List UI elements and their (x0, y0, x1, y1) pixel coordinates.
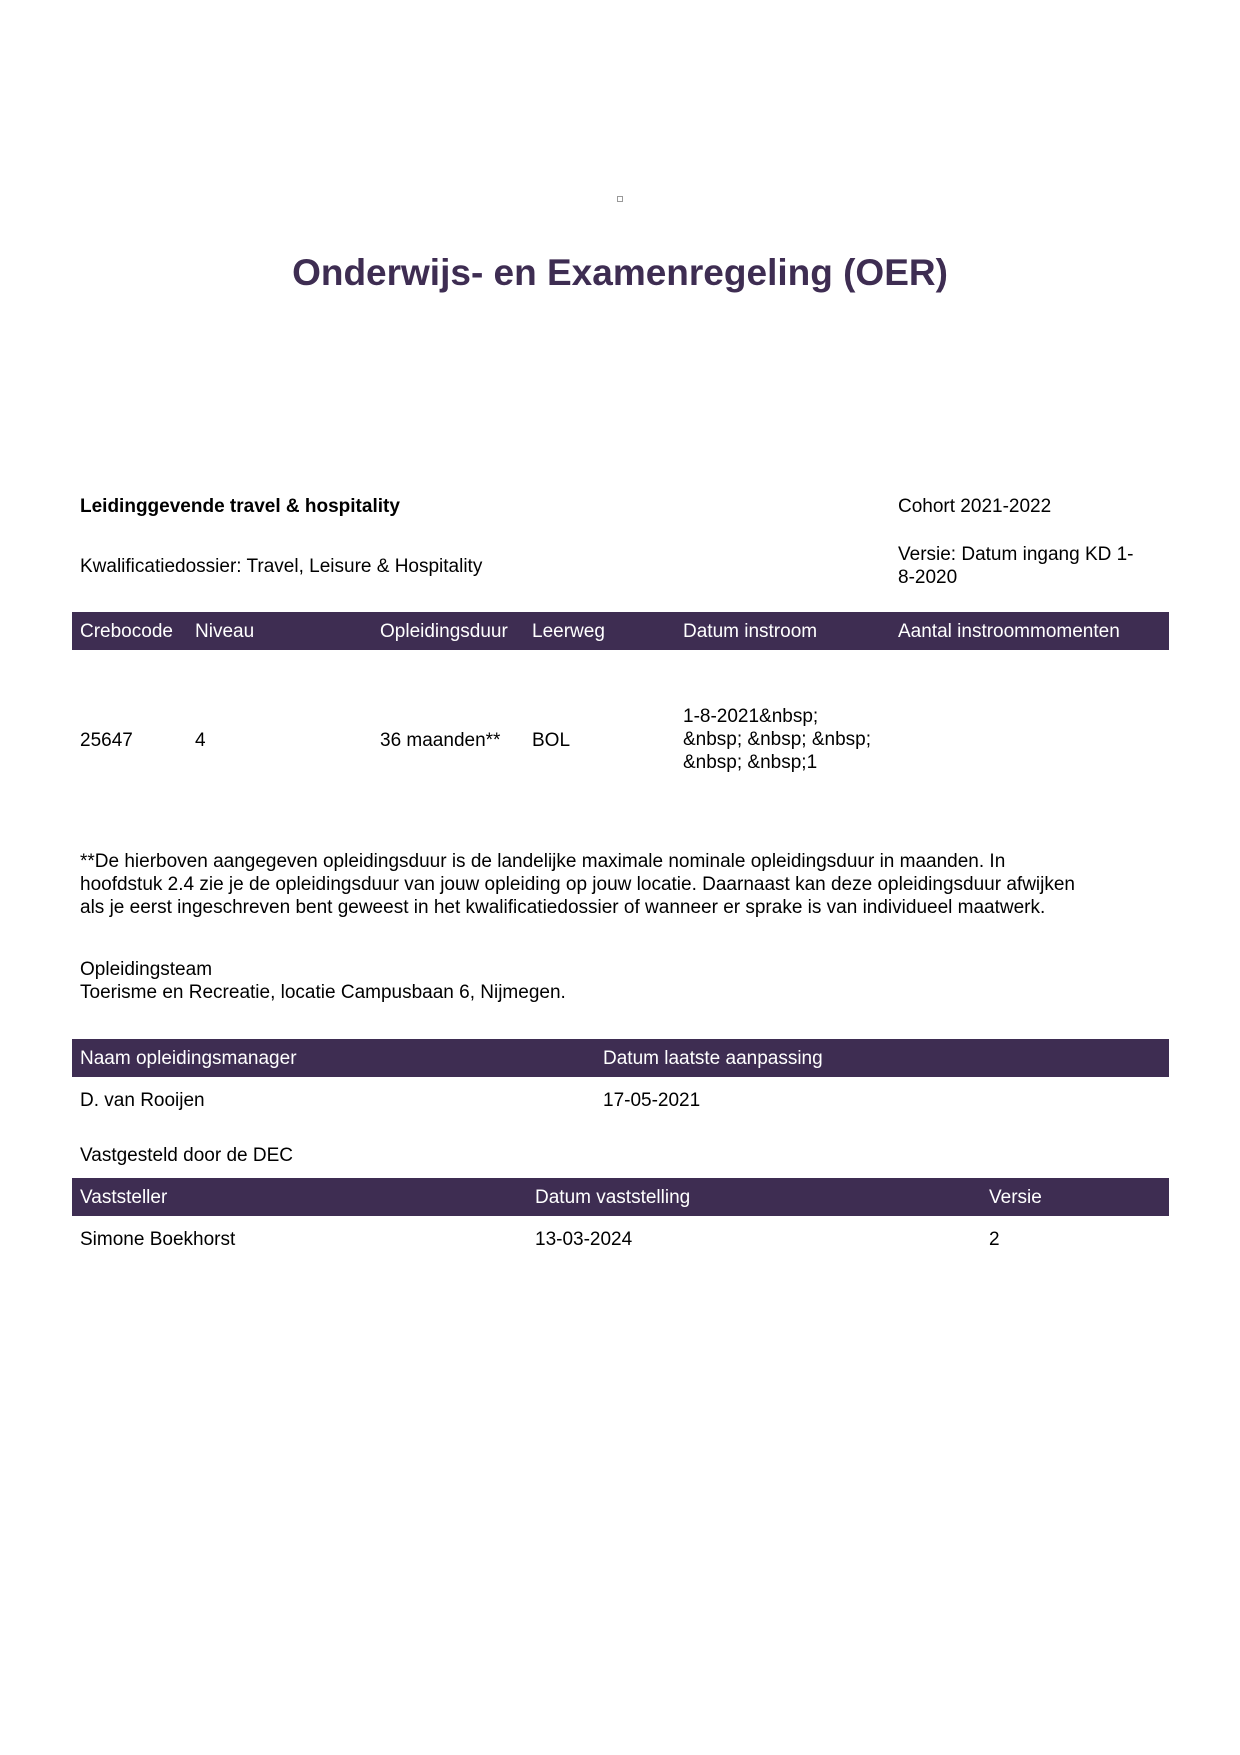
header-manager: Naam opleidingsmanager (80, 1048, 297, 1069)
leerweg-value: BOL (532, 730, 571, 751)
team-label: Opleidingsteam (80, 959, 213, 980)
footnote-line: **De hierboven aangegeven opleidingsduur is de landelijke maximale nominale opleidingsduur in maanden. In (80, 851, 1006, 872)
header-versie: Versie (989, 1187, 1042, 1208)
header-niveau: Niveau (195, 621, 255, 642)
qualification-dossier: Kwalificatiedossier: Travel, Leisure & Hospitality (80, 556, 483, 577)
footnote-line: als je eerst ingeschreven bent geweest in het kwalificatiedossier of wanneer er sprake is van individueel maatwerk. (80, 897, 1046, 918)
header-laatste-aanpassing: Datum laatste aanpassing (603, 1048, 823, 1069)
vaststeller-name: Simone Boekhorst (80, 1229, 236, 1250)
header-vaststeller: Vaststeller (80, 1187, 168, 1208)
niveau-value: 4 (195, 730, 206, 751)
crebocode-value: 25647 (80, 730, 133, 751)
instroom-line: &nbsp; &nbsp; &nbsp; (683, 729, 872, 750)
dec-table-header (72, 1178, 1169, 1216)
logo-placeholder-icon (617, 196, 623, 202)
header-instroommomenten: Aantal instroommomenten (898, 621, 1120, 642)
duur-value: 36 maanden** (380, 730, 501, 751)
program-table-header (72, 612, 1169, 650)
instroom-line: 1-8-2021&nbsp; (683, 706, 819, 727)
last-modified-date: 17-05-2021 (603, 1090, 701, 1111)
footnote (80, 850, 1075, 919)
opleidingsteam (80, 958, 566, 1004)
instroom-value (683, 705, 871, 774)
cohort: Cohort 2021-2022 (898, 496, 1052, 517)
version-info (898, 543, 1134, 589)
program-name: Leidinggevende travel & hospitality (80, 496, 400, 517)
manager-table-header (72, 1039, 1169, 1077)
versie-value: 2 (989, 1229, 1000, 1250)
header-opleidingsduur: Opleidingsduur (380, 621, 508, 642)
version-line: 8-2020 (898, 567, 958, 588)
header-datum-instroom: Datum instroom (683, 621, 818, 642)
manager-name: D. van Rooijen (80, 1090, 205, 1111)
page-title: Onderwijs- en Examenregeling (OER) (292, 252, 948, 293)
dec-label: Vastgesteld door de DEC (80, 1145, 293, 1166)
vaststelling-date: 13-03-2024 (535, 1229, 633, 1250)
header-crebocode: Crebocode (80, 621, 173, 642)
instroom-line: &nbsp; &nbsp;1 (683, 752, 818, 773)
header-datum-vaststelling: Datum vaststelling (535, 1187, 691, 1208)
team-value: Toerisme en Recreatie, locatie Campusbaan 6, Nijmegen. (80, 982, 566, 1003)
header-leerweg: Leerweg (532, 621, 605, 642)
footnote-line: hoofdstuk 2.4 zie je de opleidingsduur van jouw opleiding op jouw locatie. Daarnaast kan deze opleidingsduur afwijken (80, 874, 1075, 895)
version-line: Versie: Datum ingang KD 1- (898, 544, 1134, 565)
